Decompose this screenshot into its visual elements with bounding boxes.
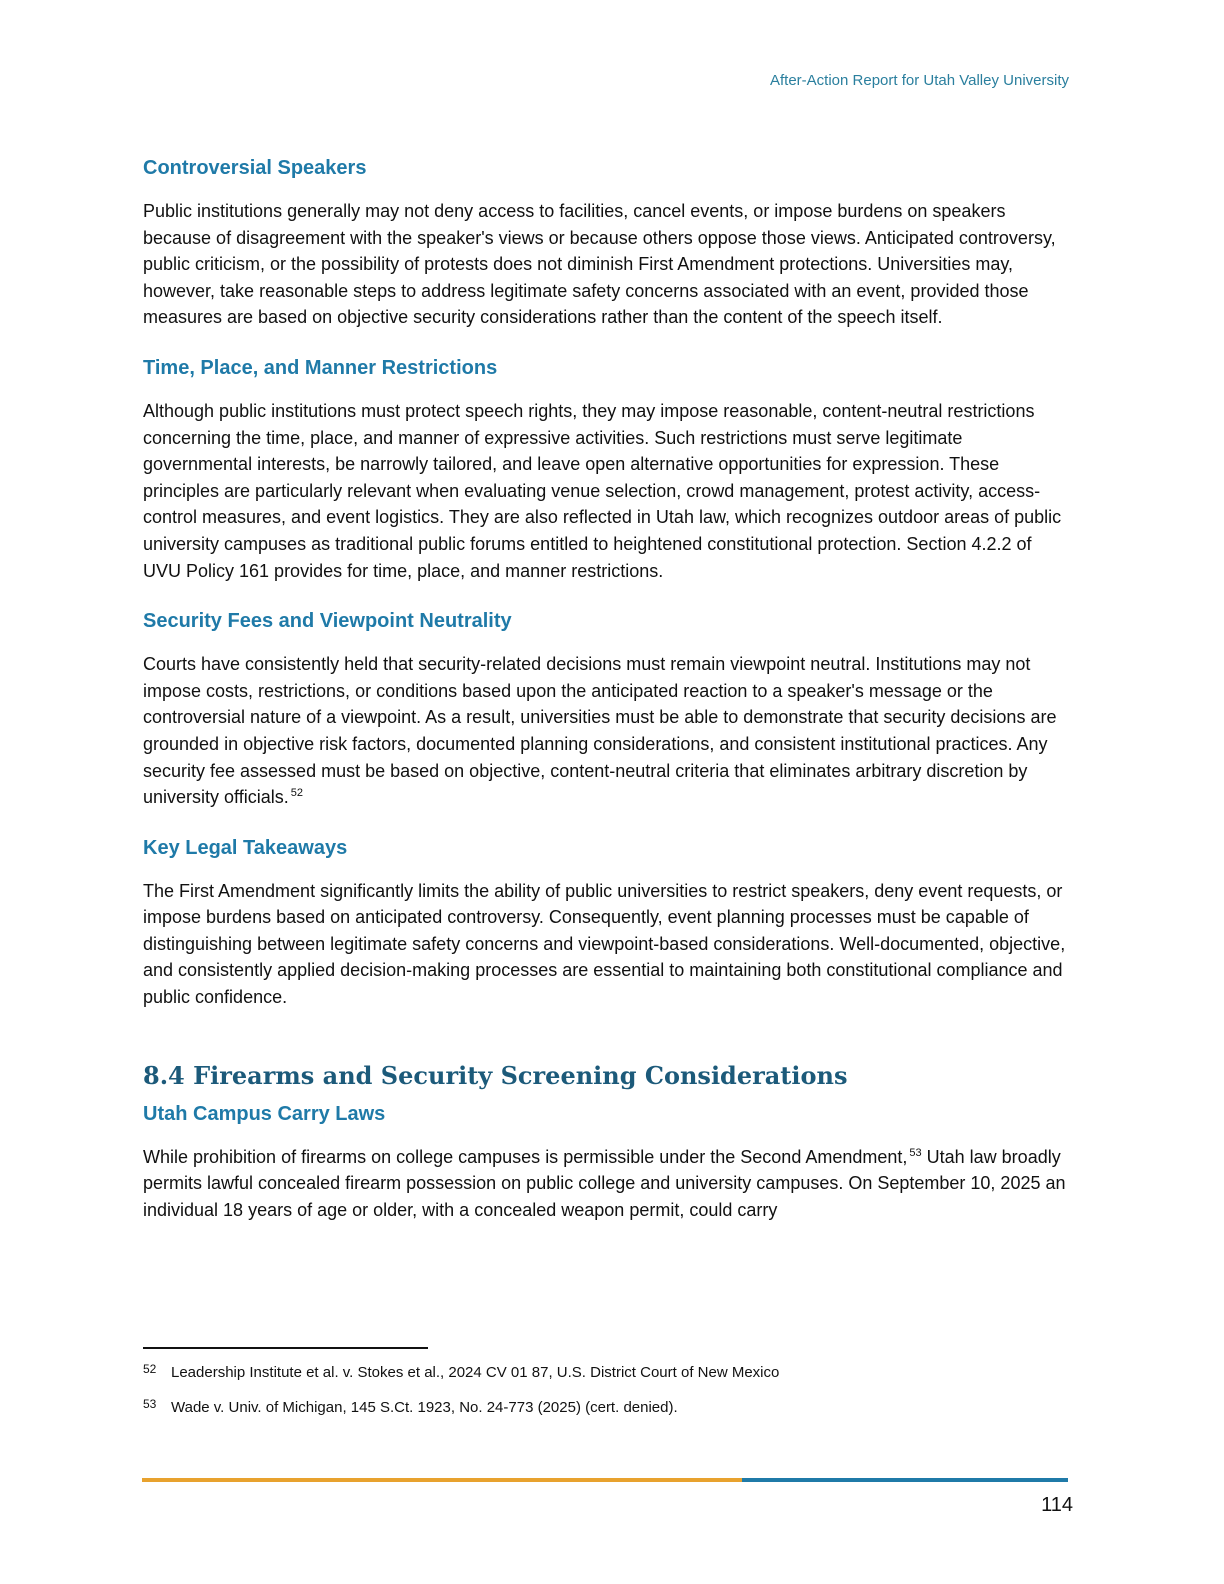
running-header: After-Action Report for Utah Valley University — [770, 72, 1069, 89]
page-body — [143, 152, 1071, 1244]
section-heading-8-4: 8.4 Firearms and Security Screening Considerations — [143, 1060, 848, 1090]
section-security-fees — [143, 605, 1071, 811]
paragraph-campus-carry-text-1: While prohibition of firearms on college campuses is permissible under the Second Amendment, — [143, 1146, 908, 1167]
paragraph-campus-carry — [143, 1144, 1071, 1224]
footnote-53 — [143, 1397, 678, 1416]
page-number: 114 — [1041, 1494, 1073, 1516]
section-controversial-speakers — [143, 152, 1071, 331]
paragraph-controversial-speakers: Public institutions generally may not deny access to facilities, cancel events, or impose burdens on speakers because of disagreement with the speaker's views or because others oppose those views. Anticipated controversy, public criticism, or the possibility of protests does not diminish First Amendment protections. Universities may, however, take reasonable steps to address legitimate safety concerns associated with an event, provided those measures are based on objective security considerations rather than the content of the speech itself. — [143, 201, 1056, 328]
footnote-text: Leadership Institute et al. v. Stokes et al., 2024 CV 01 87, U.S. District Court of New Mexico — [171, 1364, 780, 1381]
footnote-separator — [143, 1347, 428, 1349]
footnote-52 — [143, 1362, 779, 1381]
subheading-security-fees: Security Fees and Viewpoint Neutrality — [143, 610, 512, 633]
paragraph-security-fees-text: Courts have consistently held that security-related decisions must remain viewpoint neutral. Institutions may not impose costs, restrictions, or conditions based upon the anticipated reaction to a speaker's message or the controversial nature of a viewpoint. As a result, universities must be able to demonstrate that security decisions are grounded in objective risk factors, documented planning considerations, and consistent institutional practices. Any security fee assessed must be based on objective, content-neutral criteria that eliminates arbitrary discretion by university officials. — [143, 654, 1057, 808]
section-key-takeaways — [143, 832, 1071, 1011]
paragraph-time-place-manner: Although public institutions must protect speech rights, they may impose reasonable, content-neutral restrictions concerning the time, place, and manner of expressive activities. Such restrictions must serve legitimate governmental interests, be narrowly tailored, and leave open alternative opportunities for expression. These principles are particularly relevant when evaluating venue selection, crowd management, protest activity, access-control measures, and event logistics. They are also reflected in Utah law, which recognizes outdoor areas of public university campuses as traditional public forums entitled to heightened constitutional protection. Section 4.2.2 of UVU Policy 161 provides for time, place, and manner restrictions. — [143, 400, 1062, 581]
footnote-number: 52 — [143, 1362, 157, 1376]
paragraph-key-takeaways: The First Amendment significantly limits the ability of public universities to restrict speakers, deny event requests, or impose burdens based on anticipated controversy. Consequently, event planning processes must be capable of distinguishing between legitimate safety concerns and viewpoint-based considerations. Well-documented, objective, and consistently applied decision-making processes are essential to maintaining both constitutional compliance and public confidence. — [143, 880, 1066, 1008]
section-8-4 — [143, 1060, 1071, 1224]
footer-bar-teal-segment — [742, 1478, 1068, 1482]
subheading-controversial-speakers: Controversial Speakers — [143, 157, 367, 179]
subheading-time-place-manner: Time, Place, and Manner Restrictions — [143, 356, 498, 379]
subheading-campus-carry: Utah Campus Carry Laws — [143, 1102, 386, 1125]
footnote-number: 53 — [143, 1397, 157, 1411]
paragraph-campus-carry-text-2: Utah law broadly permits lawful concealed firearm possession on public college and university campuses. On September 10, 2025 an individual 18 years of age or older, with a concealed weapon permit, could carry — [143, 1146, 1066, 1220]
paragraph-security-fees — [143, 651, 1071, 811]
footer-bar-gold-segment — [142, 1478, 742, 1482]
footnote-ref-53[interactable]: 53 — [909, 1146, 922, 1159]
footer-divider-bar — [142, 1478, 1068, 1482]
subheading-key-takeaways: Key Legal Takeaways — [143, 836, 348, 859]
footnote-ref-52[interactable]: 52 — [290, 787, 303, 800]
section-time-place-manner — [143, 352, 1071, 584]
footnote-text: Wade v. Univ. of Michigan, 145 S.Ct. 1923, No. 24-773 (2025) (cert. denied). — [171, 1399, 678, 1416]
